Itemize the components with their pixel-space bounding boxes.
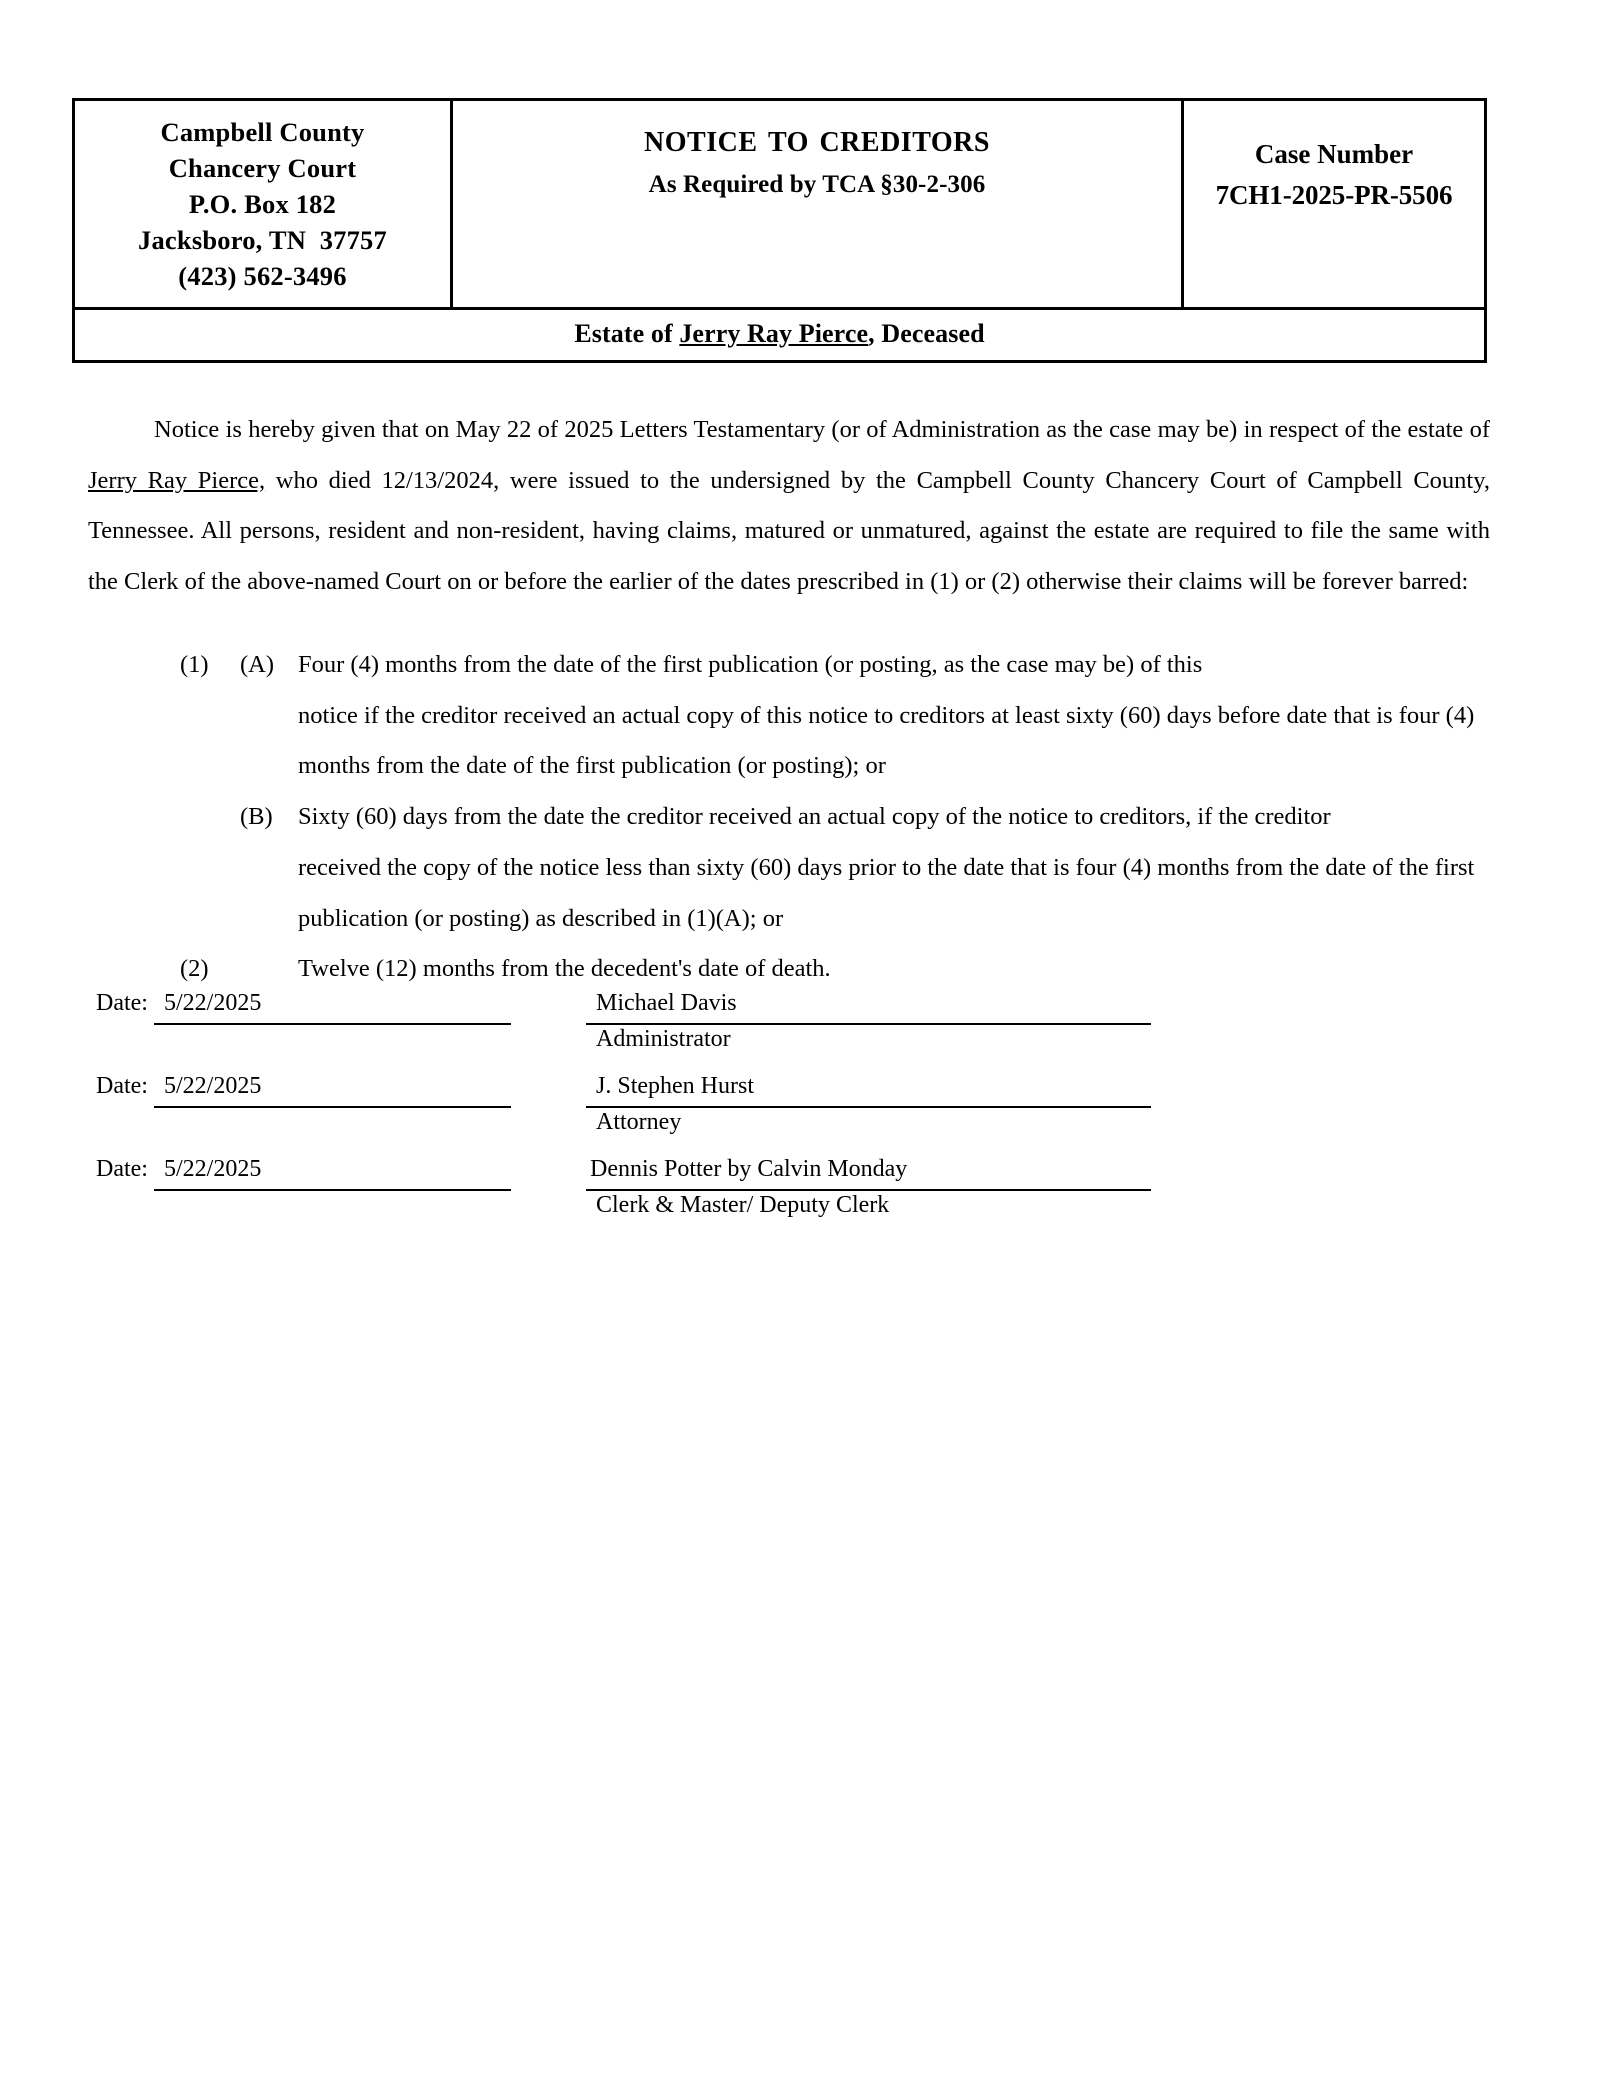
date-value-administrator: 5/22/2025 <box>158 990 262 1016</box>
signature-rule-administrator <box>586 1023 1151 1025</box>
date-value-attorney: 5/22/2025 <box>158 1073 262 1099</box>
signature-row-attorney <box>96 1073 1496 1156</box>
date-value-clerk: 5/22/2025 <box>158 1156 262 1182</box>
statute-subtitle: As Required by TCA §30-2-306 <box>648 171 986 199</box>
list-item-1a-text: Four (4) months from the date of the first publication (or posting, as the case may be) of this <box>298 651 1203 678</box>
estate-row <box>75 307 1484 360</box>
case-number-cell <box>1184 101 1484 307</box>
page-title: notice to creditors <box>644 115 990 160</box>
date-rule-administrator <box>154 1023 511 1025</box>
signer-name-clerk: Dennis Potter by Calvin Monday <box>590 1156 908 1182</box>
paragraph-text-part-1: Notice is hereby given that on May 22 of 2025 Letters Testamentary (or of Administration as the case may be) in respect of the estate of <box>154 416 1490 443</box>
notice-title-cell <box>453 101 1184 307</box>
court-address-line-2: Chancery Court <box>168 152 357 183</box>
list-item-2 <box>88 944 1490 995</box>
list-item-1a-cont-2: months from the date of the first publication (or posting); or <box>298 752 886 780</box>
list-item-1b-cont-2: publication (or posting) as described in (1)(A); or <box>298 904 784 932</box>
signature-block <box>96 990 1496 1239</box>
case-number-label: Case Number <box>1254 139 1414 169</box>
signature-row-administrator <box>96 990 1496 1073</box>
estate-prefix-text: Estate of <box>574 318 680 348</box>
date-label-administrator: Date: <box>96 990 148 1016</box>
date-label-attorney: Date: <box>96 1073 148 1099</box>
date-rule-clerk <box>154 1189 511 1191</box>
notice-paragraph <box>88 405 1490 608</box>
decedent-name: Jerry Ray Pierce <box>679 318 869 348</box>
court-address-line-4: Jacksboro, TN 37757 <box>138 224 387 255</box>
estate-suffix-text: , Deceased <box>868 318 985 348</box>
estate-line <box>75 319 1484 349</box>
claim-deadline-list <box>88 640 1490 995</box>
paragraph-text-part-2: who died 12/13/2024, were issued to the undersigned by the Campbell County Chancery Court of Campbell County, Tennessee. All persons, resident and non-resident, having claims, matured or unmatured, against the estate are required to file the same with the Clerk of the above-named Court on or before the earlier of the dates prescribed in (1) or (2) otherwise their claims will be forever barred: <box>88 466 1491 596</box>
list-marker-2-spacer <box>240 944 298 995</box>
court-address-line-3: P.O. Box 182 <box>188 188 337 219</box>
case-number-value: 7CH1-2025-PR-5506 <box>1215 180 1453 211</box>
signature-row-clerk <box>96 1156 1496 1239</box>
list-item-1a-cont-1: notice if the creditor received an actual copy of this notice to creditors at least sixty (60) days before date that is four (4) <box>298 701 1475 729</box>
signer-role-attorney: Attorney <box>596 1109 682 1135</box>
signer-role-clerk: Clerk & Master/ Deputy Clerk <box>596 1192 890 1218</box>
court-phone-line: (423) 562-3496 <box>178 260 347 291</box>
list-marker-2: (2) <box>180 955 209 983</box>
signer-role-administrator: Administrator <box>596 1026 731 1052</box>
notice-header-table <box>72 98 1487 363</box>
signer-name-attorney: J. Stephen Hurst <box>590 1073 754 1099</box>
list-item-2-text: Twelve (12) months from the decedent's date of death. <box>298 955 831 983</box>
signature-rule-attorney <box>586 1106 1151 1108</box>
header-top-row <box>75 101 1484 307</box>
signer-name-administrator: Michael Davis <box>590 990 737 1016</box>
date-rule-attorney <box>154 1106 511 1108</box>
list-item-1b-text: Sixty (60) days from the date the creditor received an actual copy of the notice to creditors, if the creditor <box>298 803 1331 831</box>
list-item-1a <box>88 640 1490 691</box>
list-item-1b <box>88 792 1490 843</box>
list-marker-1: (1) <box>180 651 209 678</box>
list-item-1b-cont-1: received the copy of the notice less than sixty (60) days prior to the date that is four (4) months from the date of the first <box>298 853 1475 881</box>
list-marker-1b: (B) <box>240 803 273 831</box>
date-label-clerk: Date: <box>96 1156 148 1182</box>
notice-body <box>88 405 1490 608</box>
court-address-line-1: Campbell County <box>160 117 365 147</box>
list-marker-1-spacer <box>88 792 240 843</box>
signature-rule-clerk <box>586 1189 1151 1191</box>
paragraph-decedent-name: Jerry Ray Pierce, <box>88 466 266 494</box>
list-marker-1a: (A) <box>240 651 275 678</box>
court-address-cell <box>75 101 453 307</box>
